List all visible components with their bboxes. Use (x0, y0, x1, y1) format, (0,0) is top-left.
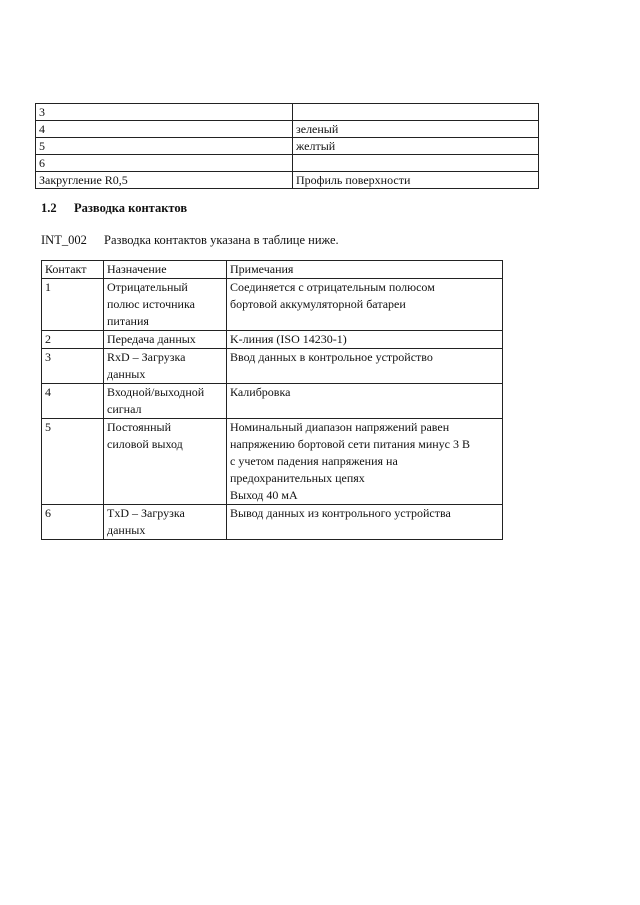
table-row (42, 384, 503, 419)
table-cell: 4 (36, 121, 293, 138)
section-title: Разводка контактов (74, 201, 188, 215)
column-header: Контакт (42, 261, 104, 279)
pin-number: 4 (42, 384, 104, 419)
table-cell: 3 (36, 104, 293, 121)
section-heading (41, 201, 187, 216)
pin-function: Передача данных (104, 331, 227, 349)
pin-notes: Номинальный диапазон напряжений равен напряжению бортовой сети питания минус 3 В с учетом падения напряжения на предохранительных цепях Выход 40 мА (227, 419, 503, 505)
requirement-id: INT_002 (41, 233, 87, 247)
table-row (42, 419, 503, 505)
table-row (36, 155, 539, 172)
requirement-paragraph (41, 233, 339, 248)
pin-function: Отрицательный полюс источника питания (104, 279, 227, 331)
column-header: Назначение (104, 261, 227, 279)
table-cell: желтый (293, 138, 539, 155)
table-cell (293, 104, 539, 121)
pin-function: TxD – Загрузка данных (104, 505, 227, 540)
pin-notes: Ввод данных в контрольное устройство (227, 349, 503, 384)
table-cell: 6 (36, 155, 293, 172)
pin-notes: Соединяется с отрицательным полюсом бортовой аккумуляторной батареи (227, 279, 503, 331)
table-header-row (42, 261, 503, 279)
pin-function: Постоянный силовой выход (104, 419, 227, 505)
table-row (36, 121, 539, 138)
pin-number: 2 (42, 331, 104, 349)
section-number: 1.2 (41, 201, 57, 215)
table-row (42, 331, 503, 349)
colour-table (35, 103, 539, 189)
table-cell: Профиль поверхности (293, 172, 539, 189)
table-cell (293, 155, 539, 172)
pin-number: 1 (42, 279, 104, 331)
table-row (42, 505, 503, 540)
pin-assignment-table (41, 260, 503, 540)
table-row (36, 138, 539, 155)
pin-number: 6 (42, 505, 104, 540)
pin-function: RxD – Загрузка данных (104, 349, 227, 384)
pin-number: 3 (42, 349, 104, 384)
pin-notes: K-линия (ISO 14230-1) (227, 331, 503, 349)
table-row (36, 104, 539, 121)
table-cell: зеленый (293, 121, 539, 138)
column-header: Примечания (227, 261, 503, 279)
pin-notes: Калибровка (227, 384, 503, 419)
pin-function: Входной/выходной сигнал (104, 384, 227, 419)
pin-number: 5 (42, 419, 104, 505)
pin-notes: Вывод данных из контрольного устройства (227, 505, 503, 540)
table-row (42, 349, 503, 384)
requirement-text: Разводка контактов указана в таблице ниже. (104, 233, 339, 247)
table-row (36, 172, 539, 189)
table-cell: Закругление R0,5 (36, 172, 293, 189)
table-row (42, 279, 503, 331)
table-cell: 5 (36, 138, 293, 155)
